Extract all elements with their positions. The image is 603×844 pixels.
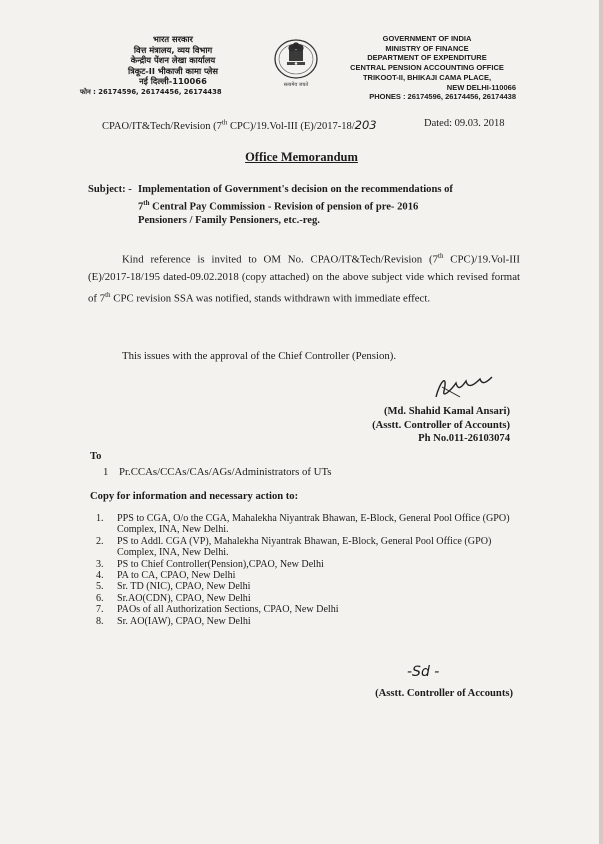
scan-edge	[599, 0, 603, 844]
english-letterhead	[338, 34, 516, 102]
body-paragraph-1: Kind reference is invited to OM No. CPAO/IT&Tech/Revision (7th CPC)/19.Vol-III (E)/2017-18/195 dated-09.02.2018 (copy attached) on the above subject vide which revised format of 7th CPC revision SSA was notified, stands withdrawn with immediate effect.	[88, 252, 520, 305]
date: Dated: 09.03. 2018	[424, 118, 505, 129]
signature	[430, 367, 500, 407]
copy-list	[96, 513, 526, 627]
to-recipient: 1 Pr.CCAs/CCAs/CAs/AGs/Administrators of UTs	[103, 466, 332, 478]
copy-heading: Copy for information and necessary action to:	[90, 491, 299, 502]
list-item: 5. Sr. TD (NIC), CPAO, New Delhi	[96, 581, 251, 593]
to-label: To	[90, 451, 102, 462]
eng-phones: PHONES : 26174596, 26174456, 26174438	[369, 92, 516, 102]
eng-line: TRIKOOT-II, BHIKAJI CAMA PLACE,	[362, 72, 492, 82]
signatory-block	[372, 405, 510, 446]
list-item: 7. PAOs of all Authorization Sections, CPAO, New Delhi	[96, 604, 339, 616]
subject-text: Implementation of Government's decision on the recommendations of 7th Central Pay Commission - Revision of pension of pre- 2016 Pensioners / Family Pensioners, etc.-reg.	[138, 184, 453, 226]
hindi-line: वित्त मंत्रालय, व्यय विभाग	[133, 44, 213, 55]
list-item: 1. PPS to CGA, O/o the CGA, Mahalekha Niyantrak Bhawan, E-Block, General Pool Office (GPO) Complex, INA, New Delhi.	[96, 513, 510, 536]
signatory-phone: Ph No.011-26103074	[418, 433, 510, 444]
eng-line: CENTRAL PENSION ACCOUNTING OFFICE	[350, 63, 504, 73]
emblem-motto: सत्यमेव जयते	[283, 82, 309, 88]
body-paragraph-2: This issues with the approval of the Chief Controller (Pension).	[122, 350, 397, 362]
reference-number: CPAO/IT&Tech/Revision (7th CPC)/19.Vol-III (E)/2017-18/203	[102, 118, 377, 132]
state-emblem-icon	[267, 38, 325, 88]
hindi-line: नई दिल्ली-110066	[139, 76, 207, 87]
list-item: 4. PA to CA, CPAO, New Delhi	[96, 570, 236, 582]
hindi-letterhead	[78, 34, 268, 98]
eng-line: GOVERNMENT OF INDIA	[382, 34, 472, 43]
list-item: 6. Sr.AO(CDN), CPAO, New Delhi	[96, 592, 251, 604]
list-item: 2. PS to Addl. CGA (VP), Mahalekha Niyantrak Bhawan, E-Block, General Pool Office (GPO) Complex, INA, New Delhi.	[96, 535, 492, 559]
hindi-line: भारत सरकार	[153, 34, 193, 44]
eng-line: MINISTRY OF FINANCE	[385, 43, 469, 53]
hindi-line: केन्द्रीय पेंशन लेखा कार्यालय	[130, 55, 216, 66]
signatory-name: (Md. Shahid Kamal Ansari)	[384, 406, 510, 417]
hindi-phones: फोन : 26174596, 26174456, 26174438	[80, 87, 222, 96]
sd-mark: -Sd -	[407, 664, 440, 680]
hindi-line: त्रिकूट-II भीकाजी कामा प्लेस	[128, 65, 218, 76]
eng-line: DEPARTMENT OF EXPENDITURE	[367, 53, 487, 63]
subject-label: Subject: -	[88, 184, 132, 195]
handwritten-ref: 203	[354, 118, 377, 132]
eng-line: NEW DELHI-110066	[446, 82, 516, 92]
list-item: 8. Sr. AO(IAW), CPAO, New Delhi	[96, 615, 251, 627]
signatory-designation: (Asstt. Controller of Accounts)	[372, 419, 510, 431]
list-item: 3. PS to Chief Controller(Pension),CPAO, New Delhi	[96, 558, 324, 570]
subject	[88, 183, 520, 227]
closing-designation: (Asstt. Controller of Accounts)	[375, 688, 513, 699]
page-title: Office Memorandum	[245, 150, 358, 164]
